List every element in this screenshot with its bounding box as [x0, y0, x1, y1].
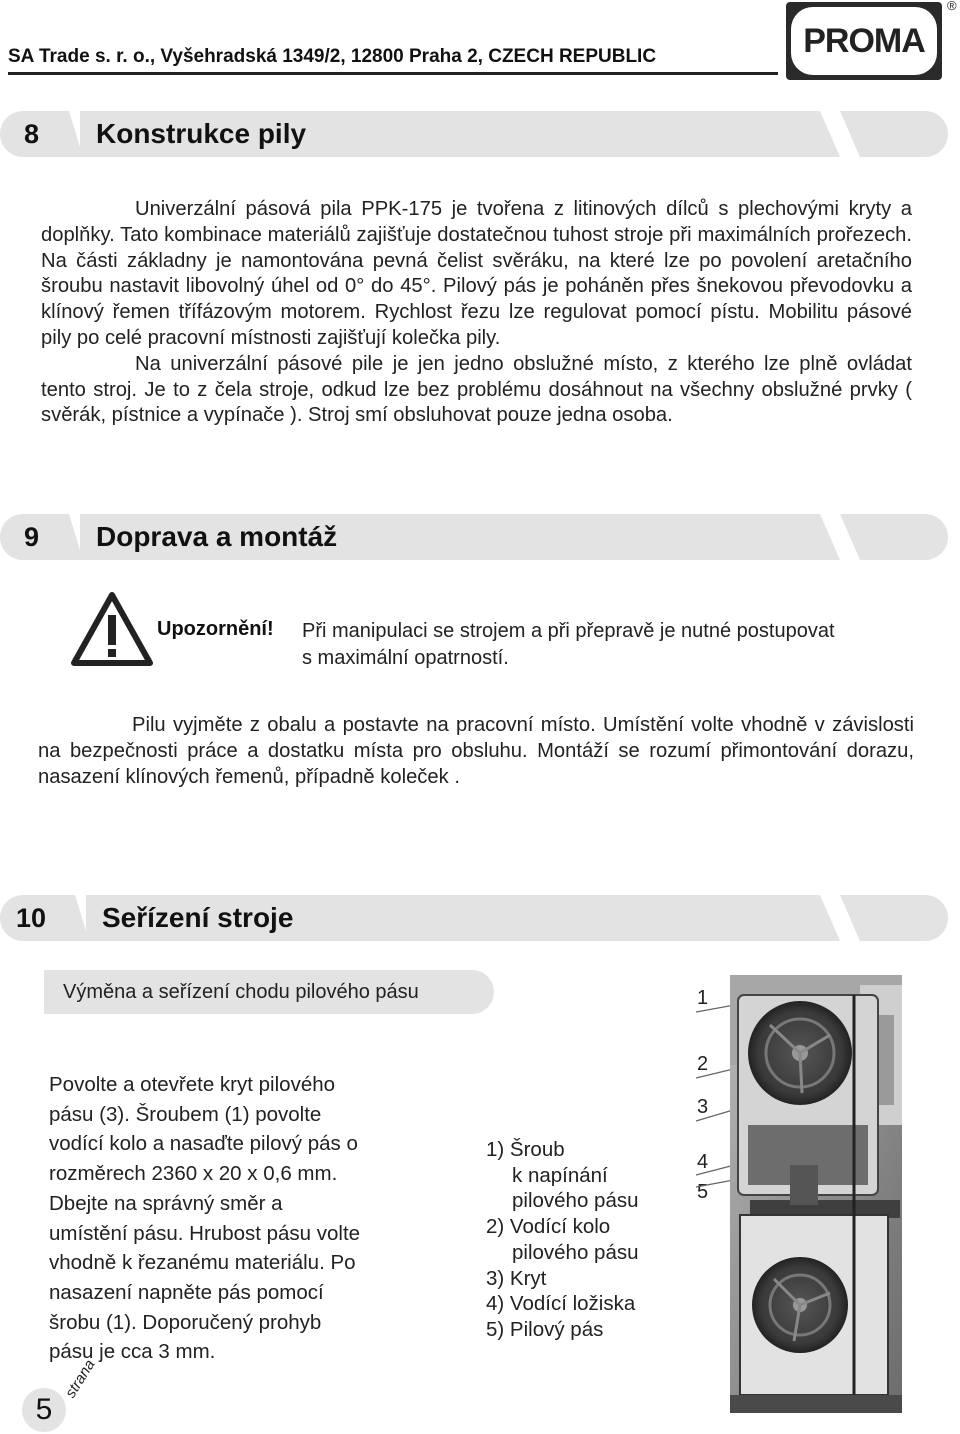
- warning-label: Upozornění!: [157, 618, 274, 640]
- legend-item: 3) Kryt: [486, 1266, 547, 1290]
- callout-5: 5: [697, 1181, 709, 1203]
- subheading: Výměna a seřízení chodu pilového pásu: [63, 980, 419, 1003]
- header-rule: [8, 72, 778, 75]
- warning-icon: [70, 591, 154, 667]
- section-10-number: 10: [0, 895, 66, 941]
- callout-3: 3: [697, 1096, 709, 1118]
- warning-line-1: Při manipulaci se strojem a při přepravě je nutné postupovat: [302, 620, 835, 642]
- section-8-header: [0, 111, 960, 157]
- section-slash-shape: [800, 111, 880, 157]
- legend-item: 5) Pilový pás: [486, 1317, 604, 1341]
- warning-text: [302, 618, 835, 672]
- logo-text: PROMA: [803, 21, 925, 60]
- steps-text: [49, 1070, 409, 1367]
- section-10-title: Seřízení stroje: [102, 902, 294, 933]
- section-9-number: 9: [0, 514, 60, 560]
- callout-1: 1: [697, 987, 709, 1009]
- section-10-header: [0, 895, 960, 941]
- legend-item: pilového pásu: [512, 1189, 639, 1213]
- section-8-body: [41, 197, 912, 429]
- section-8-title: Konstrukce pily: [96, 118, 307, 149]
- section-slash-shape: [800, 895, 880, 941]
- callout-4: 4: [697, 1151, 709, 1173]
- steps-line: pásu (3). Šroubem (1) povolte: [49, 1102, 322, 1126]
- bandsaw-photo: [730, 975, 902, 1413]
- callout-2: 2: [697, 1053, 709, 1075]
- steps-line: vodící kolo a nasaďte pilový pás o: [49, 1132, 358, 1156]
- subheading-bar: [44, 970, 494, 1014]
- registered-mark: ®: [947, 0, 957, 13]
- company-address: SA Trade s. r. o., Vyšehradská 1349/2, 12800 Praha 2, CZECH REPUBLIC: [8, 46, 657, 67]
- steps-line: vhodně k řezanému materiálu. Po: [49, 1251, 356, 1275]
- steps-line: nasazení napněte pás pomocí: [49, 1280, 324, 1304]
- section-9-title: Doprava a montáž: [96, 521, 338, 552]
- page-number: 5: [35, 1393, 53, 1426]
- section-9-header: [0, 514, 960, 560]
- section-9-paragraph: Pilu vyjměte z obalu a postavte na pracovní místo. Umístění volte vhodně v závislosti na bezpečnosti práce a dostatku místa pro obsluhu. Montáží se rozumí přimontování dorazu, nasazení klínových řemenů, případně koleček .: [38, 714, 914, 788]
- legend-item: 2) Vodící kolo: [486, 1215, 611, 1239]
- parts-legend: [486, 1137, 686, 1343]
- page-badge: [20, 1386, 68, 1434]
- legend-item: pilového pásu: [512, 1240, 639, 1264]
- steps-line: rozměrech 2360 x 20 x 0,6 mm.: [49, 1162, 338, 1186]
- page-word: strana: [62, 1356, 99, 1402]
- section-slash-shape: [800, 514, 880, 560]
- steps-line: pásu je cca 3 mm.: [49, 1340, 216, 1364]
- legend-item: 1) Šroub: [486, 1138, 565, 1161]
- steps-line: šrobu (1). Doporučený prohyb: [49, 1310, 322, 1334]
- steps-line: umístění pásu. Hrubost pásu volte: [49, 1221, 361, 1245]
- warning-line-2: s maximální opatrností.: [302, 647, 509, 669]
- steps-line: Dbejte na správný směr a: [49, 1191, 283, 1215]
- legend-item: 4) Vodící ložiska: [486, 1292, 636, 1316]
- proma-logo: [786, 2, 942, 80]
- section-8-paragraph-2: Na univerzální pásové pile je jen jedno obslužné místo, z kterého lze plně ovládat tento stroj. Je to z čela stroje, odkud lze bez problému dosáhnout na všechny obslužné prvky ( svěrák, pístnice a vypínače ). Stroj smí obsluhovat pouze jedna osoba.: [41, 352, 912, 427]
- section-9-body: [38, 713, 914, 790]
- section-8-number: 8: [0, 111, 60, 157]
- legend-item: k napínání: [512, 1163, 608, 1187]
- steps-line: Povolte a otevřete kryt pilového: [49, 1073, 336, 1096]
- section-8-paragraph-1: Univerzální pásová pila PPK-175 je tvořena z litinových dílců s plechovými kryty a doplňky. Tato kombinace materiálů zajišťuje dostatečnou tuhost stroje při maximálních prořezech. Na části základny je namontována pevná čelist svěráku, na které lze po povolení aretačního šroubu nastavit libovolný úhel od 0° do 45°. Pilový pás je poháněn přes šnekovou převodovku a klínový řemen třífázovým motorem. Rychlost řezu lze regulovat pomocí pístu. Mobilitu pásové pily po celé pracovní místnosti zajišťují kolečka pily.: [41, 198, 912, 349]
